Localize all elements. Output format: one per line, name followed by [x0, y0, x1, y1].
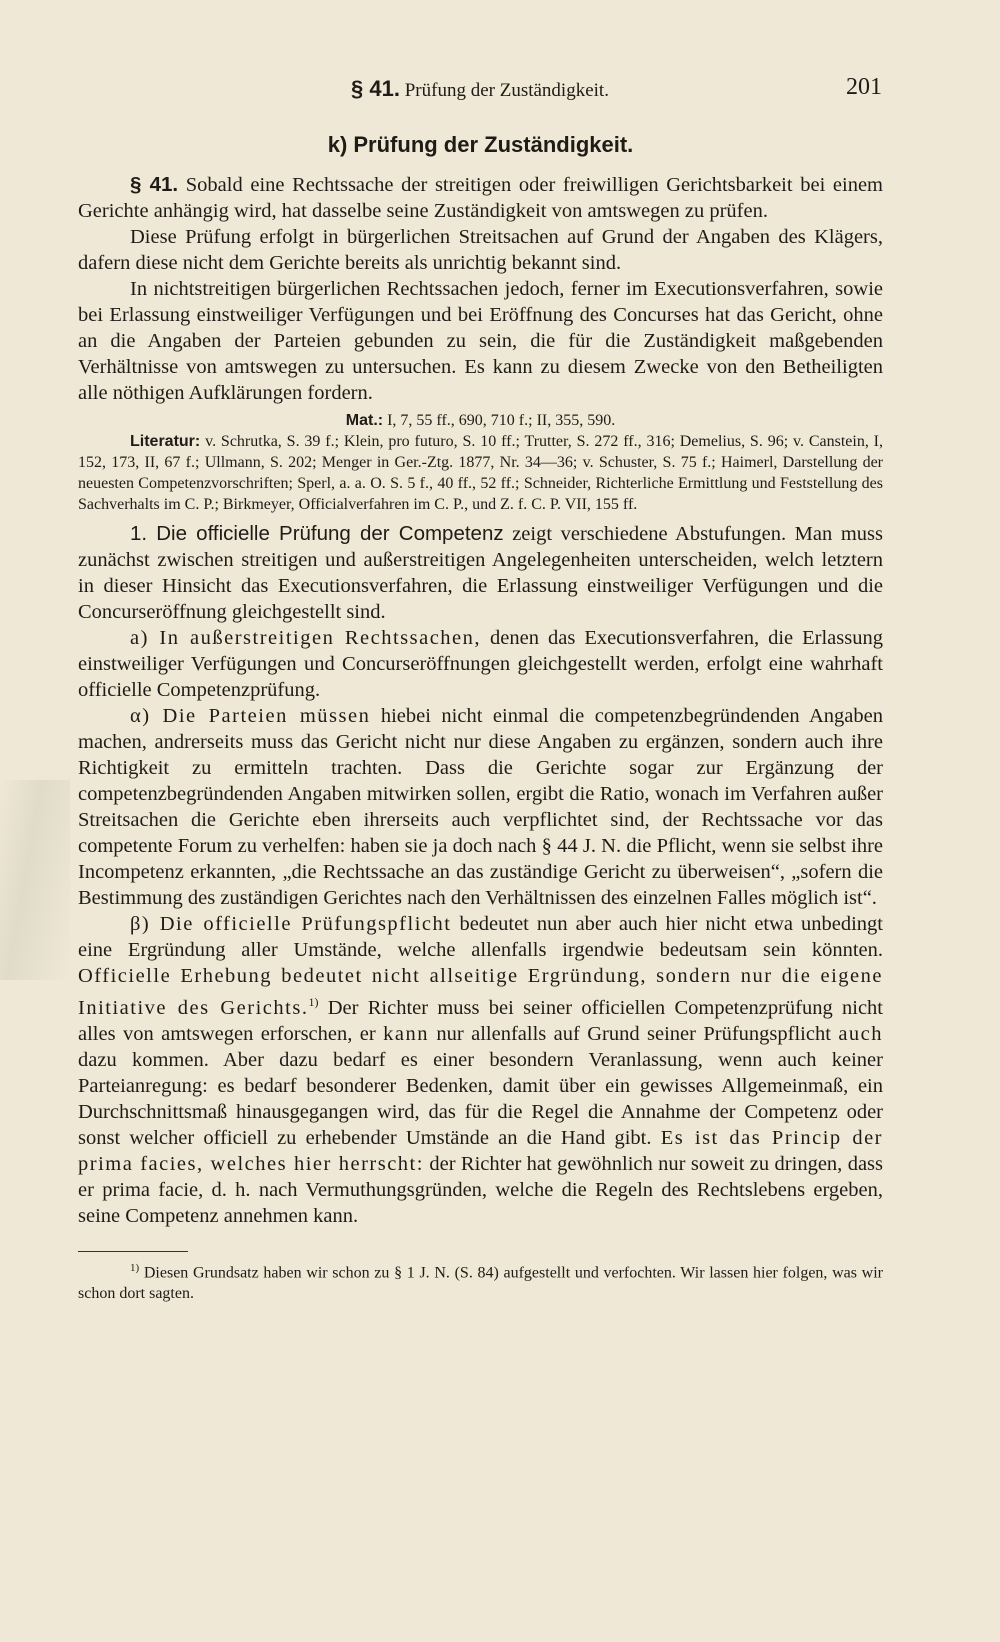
running-title — [78, 76, 882, 102]
law-paragraph-3: In nichtstreitigen bürgerlichen Rechtssachen jedoch, ferner im Executionsverfahren, sowie bei Erlassung einstweiliger Verfügungen und bei Eröffnung des Concurses hat das Gericht, ohne an die Angaben der Parteien gebunden zu sein, die für die Zuständigkeit maßgebenden Verhältnisse von amtswegen zu untersuchen. Es kann zu diesem Zwecke von den Betheiligten alle nöthigen Aufklärungen fordern. — [78, 278, 883, 404]
law-paragraph-2: Diese Prüfung erfolgt in bürgerlichen Streitsachen auf Grund der Angaben des Klägers, dafern diese nicht dem Gerichte bereits als unrichtig bekannt sind. — [78, 226, 883, 274]
materials-text: I, 7, 55 ff., 690, 710 f.; II, 355, 590. — [387, 412, 616, 429]
point-beta-text-2: Der Richter muss bei seiner officiellen Competenzprüfung nicht alles von amtswegen erforschen, er — [78, 996, 883, 1045]
point-beta-auch: auch — [838, 1022, 884, 1045]
commentary-point-beta — [78, 911, 883, 1229]
section-heading: k) Prüfung der Zuständigkeit. — [327, 132, 634, 157]
page-edge-shadow — [0, 780, 70, 980]
running-section: § 41. — [351, 76, 400, 101]
point-beta-kann: kann — [383, 1022, 429, 1045]
point-beta-text-4: dazu kommen. Aber dazu bedarf es einer besondern Veranlassung, wenn auch keiner Parteianregung: es bedarf besonderer Bedenken, damit über ein gewisses Allgemeinmaß, ein Durchschnittsmaß hinausgegangen wird, das für die Regel die Annahme der Competenz oder sonst welcher officiell zu erhebender Umstände an die Hand gibt. — [78, 1048, 883, 1149]
commentary-point-1 — [78, 521, 883, 625]
literature-label: Literatur: — [130, 433, 201, 450]
point-1-text: zeigt verschiedene Abstufungen. Man muss zunächst zwischen streitigen und außerstreitigen Angelegenheiten unterscheiden, welch letztern in dieser Hinsicht das Executionsverfahren, die Erlassung einstweiliger Verfügungen und die Concurseröffnung gleichgestellt sind. — [78, 523, 883, 623]
point-beta-text-3: nur allenfalls auf Grund seiner Prüfungspflicht — [436, 1022, 831, 1045]
point-alpha-lead: α) Die Parteien müssen — [130, 705, 371, 727]
page-number: 201 — [846, 74, 882, 100]
materials-label: Mat.: — [345, 412, 384, 429]
footnote — [78, 1258, 883, 1304]
point-1-lead: 1. Die officielle Prüfung der Competenz — [130, 522, 504, 545]
footnote-reference: 1) — [308, 995, 319, 1009]
body-text — [78, 130, 883, 1304]
law-paragraph-1 — [78, 172, 883, 224]
point-beta-text-5: der Richter hat gewöhnlich nur soweit zu dringen, dass er prima facie, d. h. nach Vermuthungsgründen, welche die Regeln des Rechtslebens ergeben, seine Competenz annehmen kann. — [78, 1152, 884, 1227]
point-a-lead: a) In außerstreitigen Rechtssachen, — [130, 627, 482, 649]
materials-line — [78, 410, 883, 431]
law-section-mark: § 41. — [130, 173, 179, 196]
footnote-number: 1) — [130, 1261, 140, 1274]
law-paragraph-1-text: Sobald eine Rechtssache der streitigen oder freiwilligen Gerichtsbarkeit bei einem Gerichte anhängig wird, hat dasselbe seine Zuständigkeit von amtswegen zu prüfen. — [78, 174, 883, 222]
point-beta-emphasis: Officielle Erhebung bedeutet nicht allseitige Ergründung, sondern nur die eigene Initiative des Gerichts. — [78, 965, 883, 1019]
literature-text: v. Schrutka, S. 39 f.; Klein, pro futuro, S. 10 ff.; Trutter, S. 272 ff., 316; Demelius, S. 96; v. Canstein, I, 152, 173, II, 67 f.; Ullmann, S. 202; Menger in Ger.-Ztg. 1877, Nr. 34—36; v. Schuster, S. 75 f.; Haimerl, Darstellung der neuesten Competenzvorschriften; Sperl, a. a. O. S. 5 f., 40 ff., 52 ff.; Schneider, Richterliche Ermittlung und Feststellung des Sachverhalts im C. P.; Birkmeyer, Officialverfahren im C. P., und Z. f. C. P. VII, 155 ff. — [78, 433, 884, 513]
point-beta-emphasis-2: Es ist das Princip der prima facies, welches hier herrscht: — [78, 1126, 883, 1175]
point-beta-text-1: bedeutet nun aber auch hier nicht etwa unbedingt eine Ergründung aller Umstände, welche allenfalls irgendwie bedeutsam sein könnten. — [78, 913, 883, 961]
footnote-text: Diesen Grundsatz haben wir schon zu § 1 J. N. (S. 84) aufgestellt und verfochten. Wir lassen hier folgen, was wir schon dort sagten. — [78, 1264, 883, 1303]
running-title-text: Prüfung der Zuständigkeit. — [404, 80, 609, 101]
literature-block — [78, 431, 883, 515]
point-beta-lead: β) Die officielle Prüfungspflicht — [130, 913, 452, 935]
point-a-text: denen das Executionsverfahren, die Erlassung einstweiliger Verfügungen und Concurseröffnungen gleichgestellt werden, erfolgt eine wahrhaft officielle Competenzprüfung. — [78, 627, 883, 701]
commentary-point-a — [78, 625, 883, 703]
running-head — [78, 76, 882, 108]
footnote-rule — [78, 1251, 188, 1252]
commentary-point-alpha — [78, 703, 883, 911]
point-alpha-text: hiebei nicht einmal die competenzbegründenden Angaben machen, andrerseits muss das Gericht nicht nur diese Angaben zu ergänzen, sondern auch ihre Richtigkeit zu ermitteln trachten. Dass die Gerichte sogar zur Ergänzung der competenzbegründenden Angaben mitwirken sollen, ergibt die Ratio, wonach im Verfahren außer Streitsachen die Gerichte eben ihrerseits auch verpflichtet sind, der Rechtssache vor das competente Forum zu verhelfen: haben sie ja doch nach § 44 J. N. die Pflicht, wenn sie selbst ihre Incompetenz erkannten, „die Rechtssache an das zuständige Gericht zu überweisen“, „sofern die Bestimmung des zuständigen Gerichtes nach den Verhältnissen des einzelnen Falles möglich ist“. — [78, 705, 883, 909]
